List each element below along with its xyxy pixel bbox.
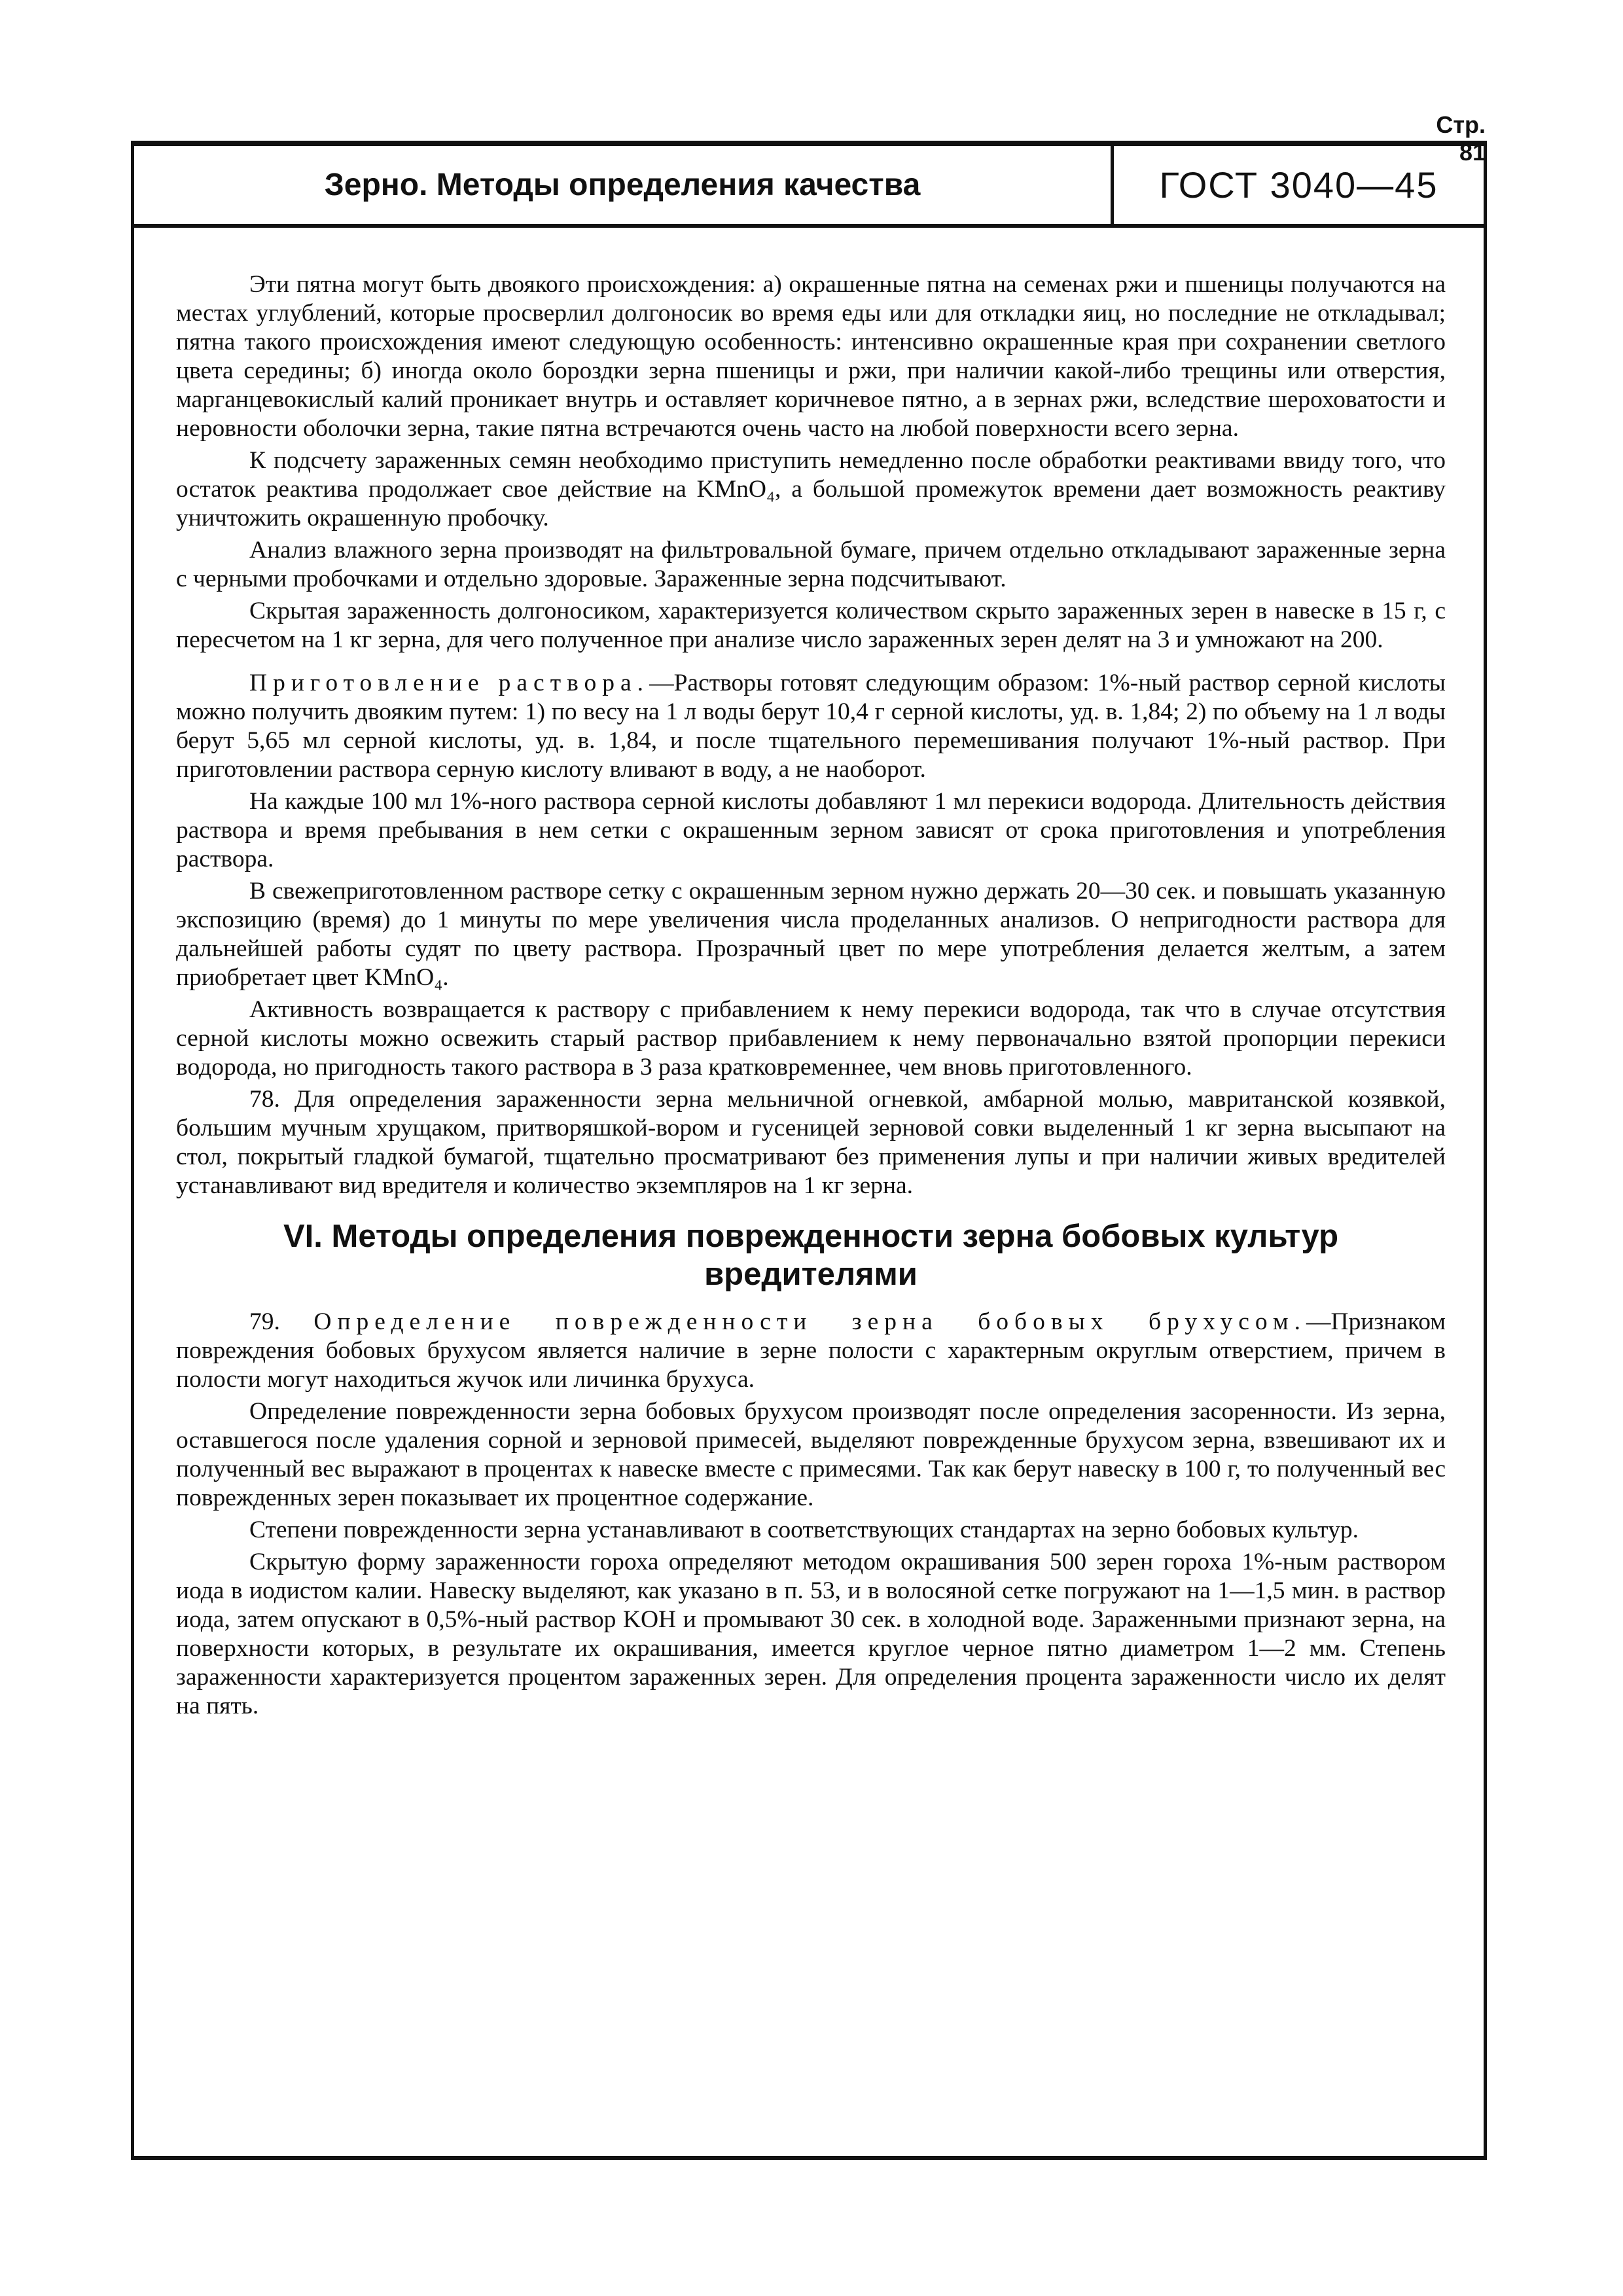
paragraph: 78. Для определения зараженности зерна мельничной огневкой, амбарной молью, мавританской козявкой, большим мучным хрущаком, притворяшкой-вором и гусеницей зерновой совки выделенный 1 кг зерна высыпают на стол, покрытый гладкой бумагой, тщательно просматривают без применения лупы и при наличии живых вредителей устанавливают вид вредителя и количество экземпляров на 1 кг зерна. — [176, 1086, 1446, 1199]
paragraph-lead: Приготовление раствора. — [249, 670, 650, 696]
paragraph-text: —Растворы готовят следующим образом: 1%-ный раствор серной кислоты можно получить двояким путем: 1) по весу на 1 л воды берут 10,4 г серной кислоты, уд. в. 1,84; 2) по объему на 1 л воды берут 5,65 мл серной кислоты, уд. в. 1,84, и после тщательного перемешивания получают 1%-ный раствор. При приготовлении раствора серную кислоту вливают в воду, а не наоборот. — [176, 670, 1446, 783]
item-number: 79. — [249, 1308, 280, 1335]
paragraph: Скрытую форму зараженности гороха определяют методом окрашивания 500 зерен гороха 1%-ным раствором иода в иодистом калии. Навеску выделяют, как указано в п. 53, и в волосяной сетке погружают на 1—1,5 мин. в раствор иода, затем опускают в 0,5%-ный раствор KOH и промывают 30 сек. в холодной воде. Зараженными признают зерна, на поверхности которых, в результате их окрашивания, имеется круглое черное пятно диаметром 1—2 мм. Степень зараженности характеризуется процентом зараженных зерен. Для определения процента зараженности число их делят на пять. — [176, 1549, 1446, 1719]
paragraph: На каждые 100 мл 1%-ного раствора серной кислоты добавляют 1 мл перекиси водорода. Длительность действия раствора и время пребывания в нем сетки с окрашенным зерном зависят от срока приготовления и употребления раствора. — [176, 788, 1446, 872]
paragraph: К подсчету зараженных семян необходимо приступить немедленно после обработки реактивами ввиду того, что остаток реактива продолжает свое действие на KMnO₄, а большой промежуток времени дает возможность реактиву уничтожить окрашенную пробочку. — [176, 447, 1446, 531]
paragraph: Скрытая зараженность долгоносиком, характеризуется количеством скрыто зараженных зерен в навеске в 15 г, с пересчетом на 1 кг зерна, для чего полученное при анализе число зараженных зерен делят на 3 и умножают на 200. — [176, 598, 1446, 653]
section-title: VI. Методы определения поврежденности зерна бобовых культур вредителями — [283, 1219, 1339, 1292]
paragraph: Активность возвращается к раствору с прибавлением к нему перекиси водорода, так что в случае отсутствия серной кислоты можно освежить старый раствор прибавлением к нему первоначально взятой пропорции перекиси водорода, но пригодность такого раствора в 3 раза кратковременнее, чем вновь приготовленного. — [176, 996, 1446, 1081]
paragraph: Эти пятна могут быть двоякого происхождения: а) окрашенные пятна на семенах ржи и пшеницы получаются на местах углублений, которые просверлил долгоносик во время еды или для откладки яиц, но последние не откладывал; пятна такого происхождения имеют следующую особенность: интенсивно окрашенные края при сохранении светлого цвета середины; б) иногда около бороздки зерна пшеницы и ржи, при наличии какой-либо трещины или отверстия, марганцевокислый калий проникает внутрь и оставляет коричневое пятно, а в зернах ржи, вследствие шероховатости и неровности оболочки зерна, такие пятна встречаются очень часто на любой поверхности всего зерна. — [176, 271, 1446, 442]
paragraph-text: —Признаком повреждения бобовых брухусом является наличие в зерне полости с характерным округлым отверстием, причем в полости могут находиться жучок или личинка брухуса. — [176, 1308, 1446, 1393]
paragraph: Степени поврежденности зерна устанавливают в соответствующих стандартах на зерно бобовых культур. — [249, 1516, 1359, 1543]
paragraph: Определение поврежденности зерна бобовых брухусом производят после определения засоренности. Из зерна, оставшегося после удаления сорной и зерновой примесей, выделяют поврежденные брухусом зерна, взвешивают их и полученный вес выражают в процентах к навеске вместе с примесями. Так как берут навеску в 100 г, то полученный вес поврежденных зерен показывает их процентное содержание. — [176, 1398, 1446, 1511]
header-title: Зерно. Методы определения качества — [324, 168, 921, 202]
standard-code: ГОСТ 3040—45 — [1159, 164, 1438, 206]
paragraph: В свежеприготовленном растворе сетку с окрашенным зерном нужно держать 20—30 сек. и повышать указанную экспозицию (время) до 1 минуты по мере увеличения числа проделанных анализов. О непригодности раствора для дальнейшей работы судят по цвету раствора. Прозрачный цвет по мере употребления делается желтым, а затем приобретает цвет KMnO₄. — [176, 878, 1446, 991]
paragraph-lead: Определение поврежденности зерна бобовых брухусом. — [313, 1308, 1306, 1335]
document-body — [176, 270, 1446, 1724]
page-header — [134, 146, 1484, 228]
page-number: Стр. 81 — [1436, 111, 1486, 166]
paragraph: Анализ влажного зерна производят на фильтровальной бумаге, причем отдельно откладывают зараженные зерна с черными пробочками и отдельно здоровые. Зараженные зерна подсчитывают. — [176, 537, 1446, 592]
paragraph — [176, 1308, 1446, 1394]
page-frame — [131, 141, 1487, 2160]
paragraph — [176, 669, 1446, 784]
